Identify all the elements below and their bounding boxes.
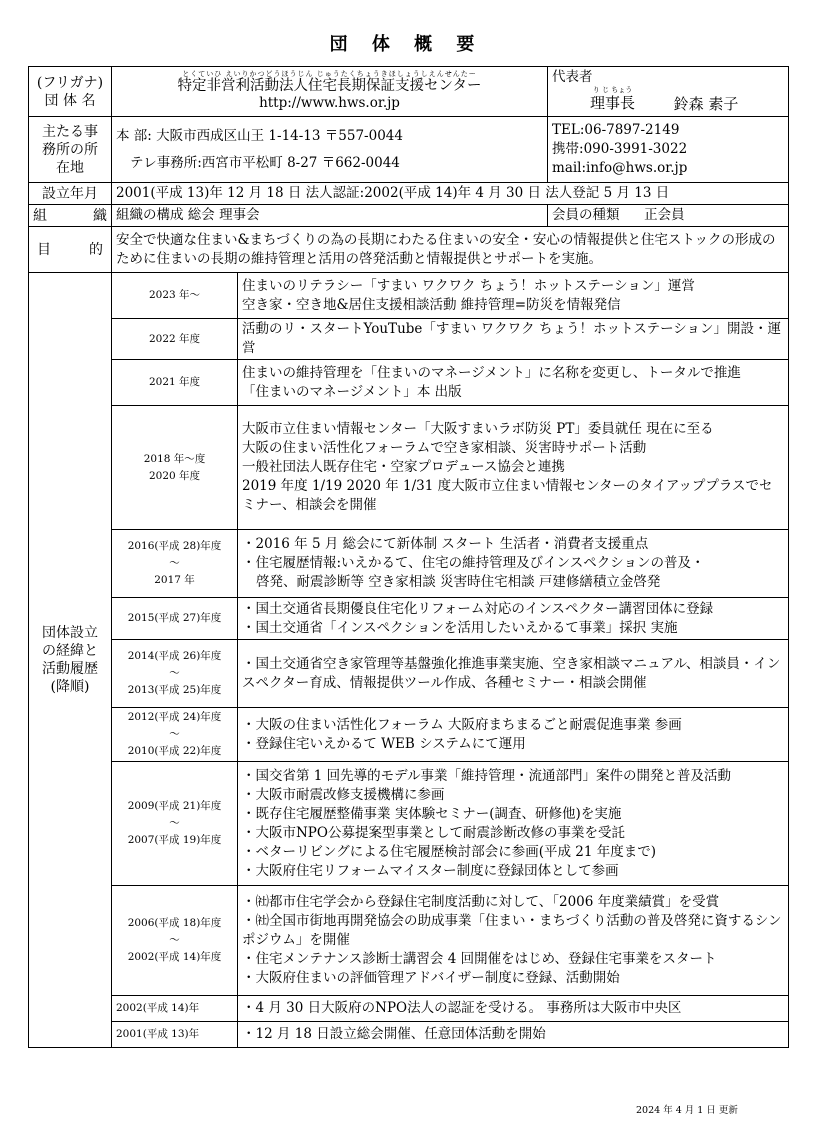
history-line: ・国土交通省空き家管理等基盤強化推進事業実施、空き家相談マニュアル、相談員・インスペクター育成、情報提供ツール作成、各種セミナー・相談会開催 xyxy=(242,655,781,691)
org-url: http://www.hws.or.jp xyxy=(259,94,400,111)
history-period-line: 2022 年度 xyxy=(148,332,201,345)
updated-date: 2024 年 4 月 1 日 更新 xyxy=(636,1105,738,1116)
history-row xyxy=(29,708,789,762)
history-period-line: 2002(平成 14)年度 xyxy=(127,951,222,963)
history-description xyxy=(238,273,789,319)
representative-cell xyxy=(548,67,789,117)
history-line: ・㈳全国市街地再開発協会の助成事業「住まい・まちづくり活動の普及啓発に資するシンポジウム」を開催 xyxy=(242,913,782,948)
history-label-line: 団体設立 xyxy=(42,625,98,641)
history-period xyxy=(112,996,238,1022)
structure-label xyxy=(29,205,112,227)
history-period-line: 2017 年 xyxy=(154,574,195,586)
history-line: ・大阪市NPO公募提案型事業として耐震診断改修の事業を受託 xyxy=(242,824,625,841)
history-period xyxy=(112,762,238,886)
history-row xyxy=(29,360,789,406)
history-description xyxy=(238,640,789,708)
history-label-line: (降順) xyxy=(50,679,90,695)
rep-title-ruby: り じ ちょう xyxy=(592,86,633,94)
history-line: 活動のリ・スタートYouTube「すまい ワクワク ちょう！ホットステーション」開設・運営 xyxy=(242,321,782,356)
rep-title: 理事長 xyxy=(590,94,636,112)
history-row xyxy=(29,406,789,530)
history-line: ・2016 年 5 月 総会にて新体制 スタート 生活者・消費者支援重点 xyxy=(242,536,649,552)
history-row xyxy=(29,886,789,996)
contact-cell xyxy=(548,117,789,183)
history-row xyxy=(29,530,789,598)
history-period xyxy=(112,530,238,598)
history-description xyxy=(238,996,789,1022)
history-description xyxy=(238,530,789,598)
history-period xyxy=(112,406,238,530)
representative-line xyxy=(552,87,784,114)
history-period-line: 2018 年～度 xyxy=(143,452,206,465)
history-line: 住まいのリテラシー「すまい ワクワク ちょう！ホットステーション」運営 xyxy=(242,277,695,294)
history-line: ・既存住宅履歴整備事業 実体験セミナー(調査、研修他)を実施 xyxy=(242,805,622,822)
purpose-text: 安全で快適な住まい&まちづくりの為の長期にわたる住まいの安全・安心の情報提供と住宅ストックの形成のために住まいの長期の維持管理と活用の啓発活動と情報提供とサポートを実施。 xyxy=(112,227,789,273)
history-description xyxy=(238,319,789,360)
history-period-line: ～ xyxy=(169,817,180,829)
history-period-line: 2009(平成 21)年度 xyxy=(127,800,222,812)
history-period-line: 2007(平成 19)年度 xyxy=(127,834,222,846)
history-period-line: 2020 年度 xyxy=(148,469,201,482)
history-period xyxy=(112,640,238,708)
email-address: mail:info@hws.or.jp xyxy=(552,160,688,176)
history-period-line: ～ xyxy=(169,728,180,740)
org-name: 特定非営利活動法人住宅長期保証支援センター xyxy=(177,77,482,94)
history-period-line: 2016(平成 28)年度 xyxy=(127,540,222,552)
history-body xyxy=(29,273,789,1048)
history-line: ・国土交通省「インスペクションを活用したいえかるて事業」採択 実施 xyxy=(242,619,678,636)
office-label-line1: 主たる事 xyxy=(42,123,98,140)
history-row xyxy=(29,273,789,319)
history-line: ・国交省第 1 回先導的モデル事業「維持管理・流通部門」案件の開発と普及活動 xyxy=(242,767,731,784)
structure-row xyxy=(29,205,789,227)
mobile-number: 携帯:090-3991-3022 xyxy=(552,141,688,157)
member-type-value: 正会員 xyxy=(644,207,685,223)
history-period xyxy=(112,1022,238,1048)
history-period-line: 2021 年度 xyxy=(148,376,201,388)
history-line: ・大阪府住宅リフォームマイスター制度に登録団体として参画 xyxy=(242,862,619,879)
history-description xyxy=(238,360,789,406)
history-row xyxy=(29,319,789,360)
main-office-address: 本 部: 大阪市西成区山王 1-14-13 〒557-0044 xyxy=(116,127,403,144)
office-label-line2: 務所の所 xyxy=(42,141,98,158)
office-label-line3: 在地 xyxy=(56,159,84,176)
organization-overview-table xyxy=(28,66,789,1048)
history-description xyxy=(238,406,789,530)
tel-number: TEL:06-7897-2149 xyxy=(552,122,680,138)
history-label-line: の経緯と xyxy=(42,643,98,659)
org-name-cell xyxy=(112,67,548,117)
structure-text: 組織の構成 総会 理事会 xyxy=(112,205,548,227)
purpose-label xyxy=(29,227,112,273)
history-period-line: 2014(平成 26)年度 xyxy=(127,650,222,662)
member-type-cell xyxy=(548,205,789,227)
history-period-line: 2012(平成 24)年度 xyxy=(127,711,222,723)
founded-text: 2001(平成 13)年 12 月 18 日 法人認証:2002(平成 14)年 4 月 30 日 法人登記 5 月 13 日 xyxy=(112,183,789,205)
founded-label: 設立年月 xyxy=(29,183,112,205)
history-period-line: 2002(平成 14)年 xyxy=(116,1002,200,1014)
history-line: 啓発、耐震診断等 空き家相談 災害時住宅相談 戸建修繕積立金啓発 xyxy=(256,574,661,590)
org-name-label xyxy=(29,67,112,117)
history-row xyxy=(29,996,789,1022)
history-period xyxy=(112,886,238,996)
history-label xyxy=(29,273,112,1048)
history-line: ・大阪市耐震改修支援機構に参画 xyxy=(242,786,445,803)
history-line: 「住まいのマネージメント」本 出版 xyxy=(242,383,462,400)
org-name-ruby: とくていひ えいりかつどうほうじん じゅうたくちょうきほしょうしえんせんたー xyxy=(182,69,477,78)
history-period-line: ～ xyxy=(169,667,180,679)
history-description xyxy=(238,1022,789,1048)
org-name-row xyxy=(29,67,789,117)
history-line: ・大阪の住まい活性化フォーラム 大阪府まちまるごと耐震促進事業 参画 xyxy=(242,716,682,733)
structure-label-text: 組 織 xyxy=(33,207,107,224)
office-label xyxy=(29,117,112,183)
history-period xyxy=(112,708,238,762)
history-row xyxy=(29,762,789,886)
history-line: 空き家・空き地&居住支援相談活動 維持管理=防災を情報発信 xyxy=(242,296,621,313)
history-period-line: 2023 年～ xyxy=(148,289,201,301)
history-row xyxy=(29,640,789,708)
history-period xyxy=(112,273,238,319)
member-type-label: 会員の種類 xyxy=(552,207,620,223)
history-line: ・大阪府住まいの評価管理アドバイザー制度に登録、活動開始 xyxy=(242,970,620,986)
office-row xyxy=(29,117,789,183)
history-description xyxy=(238,598,789,640)
history-description xyxy=(238,762,789,886)
history-line: ・住宅メンテナンス診断士講習会 4 回開催をはじめ、登録住宅事業をスタート xyxy=(242,951,717,967)
history-description xyxy=(238,886,789,996)
history-line: ・12 月 18 日設立総会開催、任意団体活動を開始 xyxy=(242,1026,546,1042)
org-name-label-text: 団 体 名 xyxy=(44,92,96,109)
table-body xyxy=(29,67,789,273)
history-line: ・㈳都市住宅学会から登録住宅制度活動に対して、「2006 年度業績賞」を受賞 xyxy=(242,894,720,910)
history-period-line: 2013(平成 25)年度 xyxy=(127,684,222,696)
history-period-line: 2015(平成 27)年度 xyxy=(127,612,222,624)
history-line: 大阪の住まい活性化フォーラムで空き家相談、災害時サポート活動 xyxy=(242,440,647,456)
history-period-line: 2006(平成 18)年度 xyxy=(127,917,222,929)
history-period-line: ～ xyxy=(169,934,180,946)
representative-label: 代表者 xyxy=(552,69,593,85)
history-description xyxy=(238,708,789,762)
history-period-line: 2001(平成 13)年 xyxy=(116,1028,200,1040)
history-line: ・住宅履歴情報:いえかるて、住宅の維持管理及びインスペクションの普及・ xyxy=(242,555,705,571)
history-line: ・ベターリビングによる住宅履歴検討部会に参画(平成 21 年度まで) xyxy=(242,843,657,860)
history-row xyxy=(29,1022,789,1048)
purpose-row xyxy=(29,227,789,273)
history-line: ・4 月 30 日大阪府のNPO法人の認証を受ける。 事務所は大阪市中央区 xyxy=(242,1000,682,1016)
purpose-label-text: 目 的 xyxy=(37,241,103,258)
history-line: 2019 年度 1/19 2020 年 1/31 度大阪市立住まい情報センターのタイアッププラスでセミナー、相談会を開催 xyxy=(242,478,773,513)
document-title: 団 体 概 要 xyxy=(329,34,484,55)
furigana-label: (フリガナ) xyxy=(36,74,104,91)
tele-office-address: テレ事務所:西宮市平松町 8-27 〒662-0044 xyxy=(130,154,400,171)
history-period xyxy=(112,360,238,406)
rep-name: 鈴森 素子 xyxy=(673,95,739,113)
history-line: 大阪市立住まい情報センター「大阪すまいラボ防災 PT」委員就任 現在に至る xyxy=(242,421,714,437)
history-line: ・国土交通省長期優良住宅化リフォーム対応のインスペクター講習団体に登録 xyxy=(242,600,714,617)
office-address-cell xyxy=(112,117,548,183)
history-row xyxy=(29,598,789,640)
history-line: 住まいの維持管理を「住まいのマネージメント」に名称を変更し、トータルで推進 xyxy=(242,364,741,381)
history-period-line: 2010(平成 22)年度 xyxy=(127,745,222,757)
rep-title-block xyxy=(590,87,635,114)
history-period xyxy=(112,598,238,640)
history-line: ・登録住宅いえかるて WEB システムにて運用 xyxy=(242,735,526,752)
history-period-line: ～ xyxy=(169,557,180,569)
founded-row xyxy=(29,183,789,205)
history-line: 一般社団法人既存住宅・空家プロデュース協会と連携 xyxy=(242,459,565,475)
history-label-line: 活動履歴 xyxy=(42,661,98,677)
history-period xyxy=(112,319,238,360)
